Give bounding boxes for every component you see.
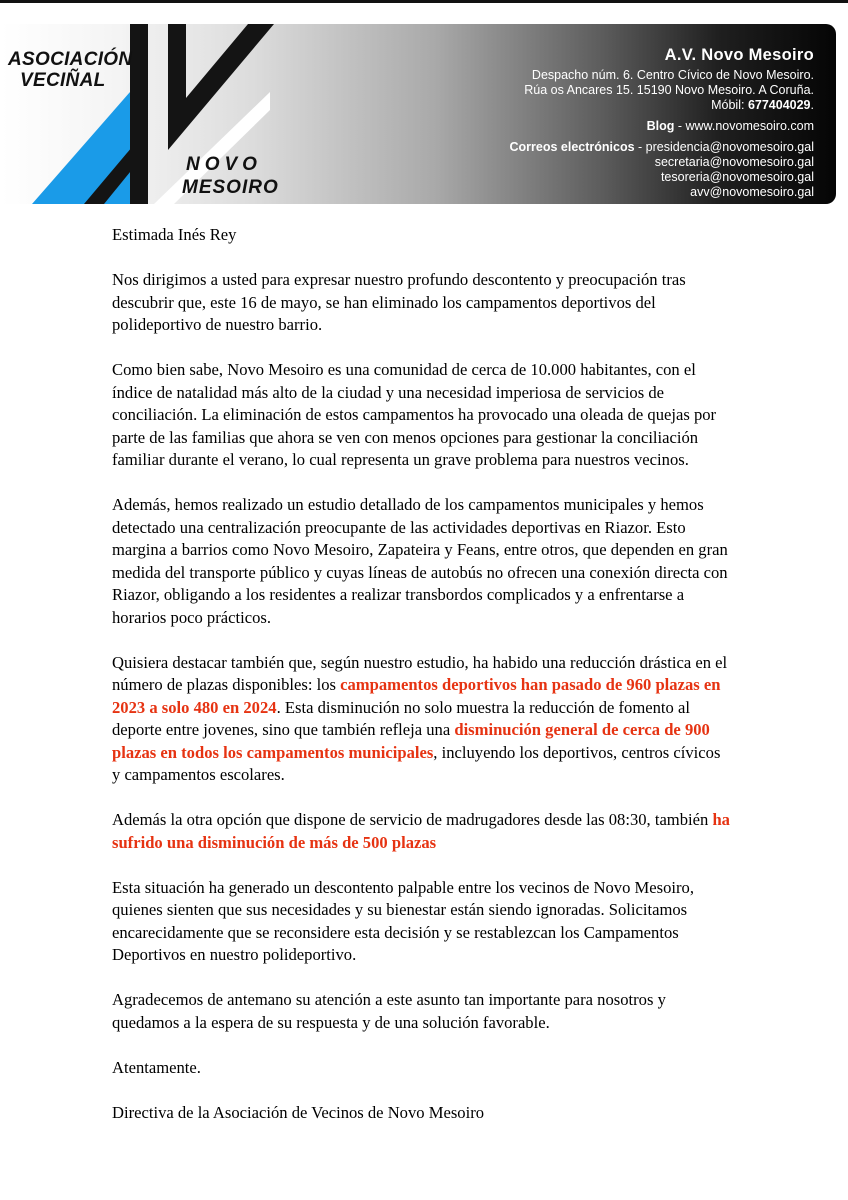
top-rule (0, 0, 848, 3)
paragraph-4-text-c: , incluyendo los deportivos, centros cívicos y campamentos escolares. (112, 742, 721, 784)
paragraph-4-text-b: . Esta disminución no solo muestra la reducción de fomento al deporte entre jovenes, sino que también refleja una (112, 697, 690, 739)
highlight-campamentos-plazas: campamentos deportivos han pasado de 960 plazas en 2023 a solo 480 en 2024 (112, 675, 721, 717)
paragraph-5 (112, 809, 732, 854)
emails-line (510, 140, 815, 155)
phone-number[interactable]: 677404029 (747, 98, 811, 112)
address-line-1: Despacho núm. 6. Centro Cívico de Novo Mesoiro. (531, 68, 814, 82)
logo-black-bar (130, 24, 148, 204)
blog-label: Blog (646, 119, 675, 133)
phone-suffix: . (810, 98, 814, 112)
greeting: Estimada Inés Rey (112, 225, 237, 244)
logo-text-novo: NOVO (186, 154, 262, 175)
contact-block (510, 44, 815, 200)
blog-line (510, 119, 815, 134)
paragraph-4 (112, 652, 732, 787)
paragraph-5-text: Además la otra opción que dispone de servicio de madrugadores desde las 08:30, también (112, 810, 713, 829)
logo-v-shape (168, 24, 274, 150)
logo-text-vecinal: VECIÑAL (20, 70, 106, 91)
highlight-disminucion-general: disminución general de cerca de 900 plazas en todos los campamentos municipales (112, 720, 710, 762)
phone-label: Móbil: (711, 98, 745, 112)
phone-line (510, 98, 815, 113)
blog-url[interactable]: - www.novomesoiro.com (674, 119, 814, 133)
letterhead (2, 24, 836, 204)
signature: Directiva de la Asociación de Vecinos de Novo Mesoiro (112, 1102, 485, 1122)
email-tesoreria[interactable]: tesoreria@novomesoiro.gal (660, 170, 814, 184)
email-presidencia[interactable]: - presidencia@novomesoiro.gal (634, 140, 814, 154)
paragraph-2: Como bien sabe, Novo Mesoiro es una comunidad de cerca de 10.000 habitantes, con el índice de natalidad más alto de la ciudad y una necesidad imperiosa de servicios de conciliación. La eliminación de estos campamentos ha provocado una oleada de quejas por parte de las familias que ahora se ven con menos opciones para gestionar la conciliación familiar durante el verano, lo cual representa un grave problema para nuestros vecinos. (112, 360, 717, 469)
paragraph-4-text-a: Quisiera destacar también que, según nuestro estudio, ha habido una reducción drástica en el número de plazas disponibles: los (112, 652, 728, 694)
logo-text-mesoiro: MESOIRO (182, 177, 279, 198)
address-line-2: Rúa os Ancares 15. 15190 Novo Mesoiro. A Coruña. (524, 83, 814, 97)
paragraph-1: Nos dirigimos a usted para expresar nuestro profundo descontento y preocupación tras descubrir que, este 16 de mayo, se han eliminado los campamentos deportivos del polideportivo de nuestro barrio. (112, 270, 686, 334)
emails-label: Correos electrónicos (509, 140, 635, 154)
logo-text-asociacion: ASOCIACIÓN (8, 49, 133, 70)
closing: Atentamente. (112, 1057, 201, 1077)
org-name: A.V. Novo Mesoiro (664, 46, 814, 64)
paragraph-3: Además, hemos realizado un estudio detallado de los campamentos municipales y hemos detectado una centralización preocupante de las actividades deportivas en Riazor. Esto margina a barrios como Novo Mesoiro, Zapateira y Feans, entre otros, que dependen en gran medida del transporte público y cuyas líneas de autobús no ofrecen una conexión directa con Riazor, obligando a los residentes a realizar transbordos complicados y a enfrentarse a horarios poco prácticos. (112, 495, 728, 627)
highlight-madrugadores: ha sufrido una disminución de más de 500 plazas (112, 810, 730, 852)
paragraph-7: Agradecemos de antemano su atención a este asunto tan importante para nosotros y quedamos a la espera de su respuesta y de una solución favorable. (112, 990, 666, 1032)
email-avv[interactable]: avv@novomesoiro.gal (690, 185, 814, 199)
email-secretaria[interactable]: secretaria@novomesoiro.gal (654, 155, 814, 169)
letter-body (112, 224, 732, 1147)
paragraph-6: Esta situación ha generado un descontento palpable entre los vecinos de Novo Mesoiro, quienes sienten que sus necesidades y su bienestar están siendo ignoradas. Solicitamos encarecidamente que se reconsidere esta decisión y se restablezcan los Campamentos Deportivos en nuestro polideportivo. (112, 877, 694, 964)
